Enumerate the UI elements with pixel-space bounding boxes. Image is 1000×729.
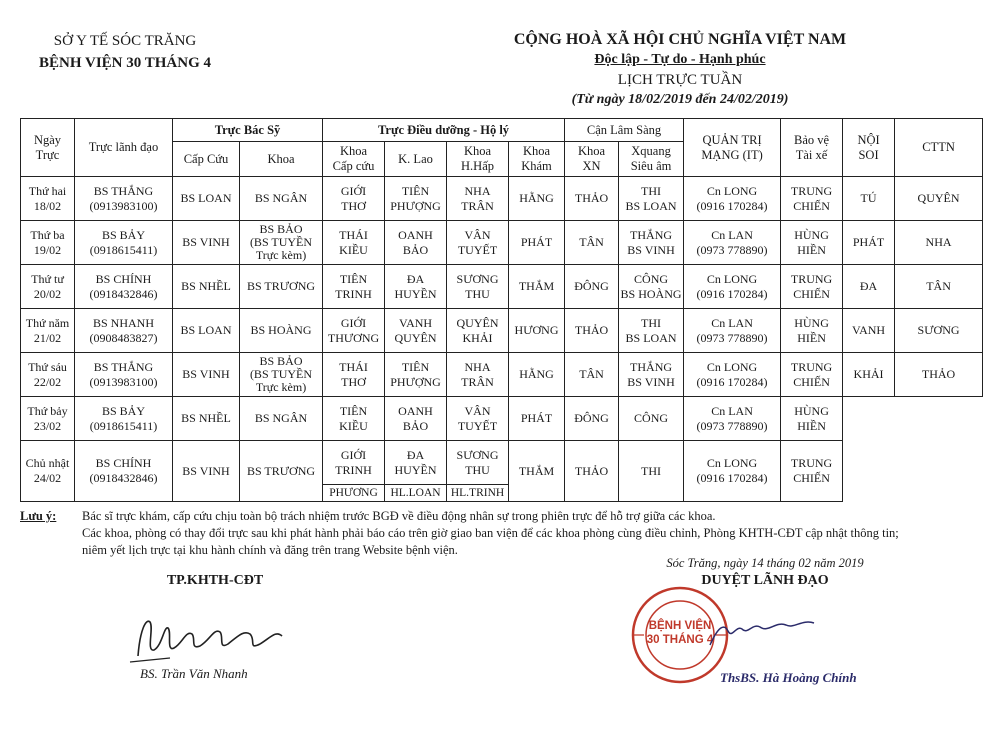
cell-day: Thứ hai 18/02 — [21, 177, 75, 221]
notes-block — [20, 508, 985, 559]
cell-nurse-exam: HẰNG — [509, 353, 565, 397]
document-period: (Từ ngày 18/02/2019 đến 24/02/2019) — [571, 92, 789, 107]
cell-nurse-tb: VANH QUYÊN — [385, 309, 447, 353]
cell-lab: THẢO — [565, 441, 619, 502]
cell-day: Thứ sáu 22/02 — [21, 353, 75, 397]
notes-label: Lưu ý: — [20, 509, 57, 523]
issuer-block — [20, 30, 230, 74]
cell-day: Thứ năm 21/02 — [21, 309, 75, 353]
cell-lab: TÂN — [565, 221, 619, 265]
header-nurse-resp: Khoa H.Hấp — [447, 142, 509, 177]
header-endoscopy: NỘI SOI — [843, 119, 895, 177]
cell-xray: THẮNG BS VINH — [619, 221, 684, 265]
footer-nurse-tb: HL.LOAN — [385, 485, 447, 502]
header-lab: Khoa XN — [565, 142, 619, 177]
cell-security: HÙNG HIỀN — [781, 309, 843, 353]
cell-xray: THẮNG BS VINH — [619, 353, 684, 397]
left-signer-title: TP.KHTH-CĐT — [166, 573, 264, 588]
national-header — [420, 30, 940, 110]
cell-emergency: BS NHỀL — [173, 397, 240, 441]
cell-emergency: BS LOAN — [173, 309, 240, 353]
cell-leader: BS THẮNG (0913983100) — [75, 177, 173, 221]
cell-nurse-resp: VÂN TUYẾT — [447, 397, 509, 441]
issuer-department: SỞ Y TẾ SÓC TRĂNG — [53, 33, 197, 49]
cell-day: Thứ ba 19/02 — [21, 221, 75, 265]
header-nurse-emergency: Khoa Cấp cứu — [323, 142, 385, 177]
table-row — [21, 221, 983, 265]
cell-emergency: BS VINH — [173, 441, 240, 502]
cell-leader: BS CHÍNH (0918432846) — [75, 265, 173, 309]
table-row — [21, 309, 983, 353]
cell-security: HÙNG HIỀN — [781, 397, 843, 441]
cell-lab: THẢO — [565, 177, 619, 221]
cell-leader: BS NHANH (0908483827) — [75, 309, 173, 353]
cell-nurse-resp: VÂN TUYẾT — [447, 221, 509, 265]
cell-department: BS TRƯƠNG — [240, 441, 323, 502]
right-signature-icon — [690, 605, 840, 665]
cell-department: BS TRƯƠNG — [240, 265, 323, 309]
cell-it: Cn LAN (0973 778890) — [684, 309, 781, 353]
cell-emergency: BS LOAN — [173, 177, 240, 221]
note-line-1: Bác sĩ trực khám, cấp cứu chịu toàn bộ trách nhiệm trước BGĐ về điều động nhân sự trong phiên trực để hỗ trợ giữa các khoa. — [82, 509, 716, 523]
cell-day: Thứ bảy 23/02 — [21, 397, 75, 441]
table-row — [21, 397, 983, 441]
cell-it: Cn LONG (0916 170284) — [684, 441, 781, 502]
cell-cttn: THẢO — [895, 353, 983, 397]
header-nurse-exam: Khoa Khám — [509, 142, 565, 177]
cell-nurse-resp: QUYÊN KHẢI — [447, 309, 509, 353]
cell-it: Cn LAN (0973 778890) — [684, 397, 781, 441]
cell-day: Thứ tư 20/02 — [21, 265, 75, 309]
cell-nurse-exam: THẮM — [509, 265, 565, 309]
header-cttn: CTTN — [895, 119, 983, 177]
issuer-hospital: BỆNH VIỆN 30 THÁNG 4 — [39, 55, 211, 71]
cell-nurse-resp: SƯƠNG THU — [447, 441, 509, 485]
header-it: QUẢN TRỊ MẠNG (IT) — [684, 119, 781, 177]
cell-emergency: BS VINH — [173, 353, 240, 397]
cell-cttn: TÂN — [895, 265, 983, 309]
cell-lab: ĐÔNG — [565, 397, 619, 441]
document-title: LỊCH TRỰC TUẦN — [617, 72, 743, 88]
cell-leader: BS BẢY (0918615411) — [75, 221, 173, 265]
header-nurse: Trực Điều dưỡng - Hộ lý — [323, 119, 565, 142]
cell-day: Chủ nhật 24/02 — [21, 441, 75, 502]
header-emergency: Cấp Cứu — [173, 142, 240, 177]
header-xray: Xquang Siêu âm — [619, 142, 684, 177]
cell-nurse-tb: ĐA HUYỀN — [385, 441, 447, 485]
duty-schedule-table — [20, 118, 983, 502]
table-row — [21, 177, 983, 221]
cell-lab: ĐÔNG — [565, 265, 619, 309]
header-leader: Trực lãnh đạo — [75, 119, 173, 177]
cell-cttn: SƯƠNG — [895, 309, 983, 353]
header-doctor: Trực Bác Sỹ — [173, 119, 323, 142]
cell-leader: BS BẢY (0918615411) — [75, 397, 173, 441]
table-row — [21, 441, 983, 485]
cell-security: TRUNG CHIẾN — [781, 441, 843, 502]
cell-cttn: QUYÊN — [895, 177, 983, 221]
cell-endoscopy: TÚ — [843, 177, 895, 221]
cell-nurse-tb: TIÊN PHƯỢNG — [385, 353, 447, 397]
sign-date: Sóc Trăng, ngày 14 tháng 02 năm 2019 — [666, 556, 864, 570]
cell-department: BS BẢO (BS TUYỀN Trực kèm) — [240, 353, 323, 397]
cell-xray: CÔNG — [619, 397, 684, 441]
cell-emergency: BS NHỀL — [173, 265, 240, 309]
left-signature-icon — [110, 600, 310, 670]
cell-endoscopy: KHẢI — [843, 353, 895, 397]
cell-nurse-tb: ĐA HUYỀN — [385, 265, 447, 309]
cell-department: BS NGÂN — [240, 177, 323, 221]
cell-department: BS NGÂN — [240, 397, 323, 441]
note-line-2: Các khoa, phòng có thay đổi trực sau khi phát hành phải báo cáo trên giờ giao ban viện để các khoa phòng cùng điều chỉnh, Phòng KHTH-CĐT cập nhật thông tin; — [82, 526, 899, 540]
cell-endoscopy: VANH — [843, 309, 895, 353]
cell-emergency: BS VINH — [173, 221, 240, 265]
header-day: Ngày Trực — [21, 119, 75, 177]
cell-nurse-exam: HƯƠNG — [509, 309, 565, 353]
cell-lab: THẢO — [565, 309, 619, 353]
cell-department: BS BẢO (BS TUYỀN Trực kèm) — [240, 221, 323, 265]
cell-security: TRUNG CHIẾN — [781, 177, 843, 221]
cell-nurse-exam: PHÁT — [509, 221, 565, 265]
empty-cell — [843, 397, 983, 502]
cell-xray: THI BS LOAN — [619, 309, 684, 353]
national-title: CỘNG HOÀ XÃ HỘI CHỦ NGHĨA VIỆT NAM — [513, 31, 847, 48]
cell-nurse-tb: TIÊN PHƯỢNG — [385, 177, 447, 221]
cell-nurse-tb: OANH BẢO — [385, 221, 447, 265]
header-paraclinic: Cận Lâm Sàng — [565, 119, 684, 142]
cell-nurse-emergency: GIỚI THƠ — [323, 177, 385, 221]
cell-leader: BS THẮNG (0913983100) — [75, 353, 173, 397]
cell-nurse-tb: OANH BẢO — [385, 397, 447, 441]
footer-nurse-resp: HL.TRINH — [447, 485, 509, 502]
cell-xray: THI — [619, 441, 684, 502]
cell-nurse-resp: NHA TRÂN — [447, 177, 509, 221]
table-row — [21, 353, 983, 397]
cell-leader: BS CHÍNH (0918432846) — [75, 441, 173, 502]
cell-it: Cn LAN (0973 778890) — [684, 221, 781, 265]
right-signer-title: DUYỆT LÃNH ĐẠO — [701, 573, 829, 588]
cell-endoscopy: PHÁT — [843, 221, 895, 265]
cell-nurse-emergency: THÁI KIỀU — [323, 221, 385, 265]
cell-it: Cn LONG (0916 170284) — [684, 177, 781, 221]
cell-nurse-resp: NHA TRÂN — [447, 353, 509, 397]
cell-nurse-exam: PHÁT — [509, 397, 565, 441]
cell-it: Cn LONG (0916 170284) — [684, 353, 781, 397]
cell-nurse-emergency: GIỚI THƯƠNG — [323, 309, 385, 353]
cell-security: TRUNG CHIẾN — [781, 353, 843, 397]
stamp-text: BỆNH VIỆN 30 THÁNG 4 — [646, 620, 714, 646]
cell-nurse-emergency: TIÊN TRINH — [323, 265, 385, 309]
cell-xray: CÔNG BS HOÀNG — [619, 265, 684, 309]
cell-nurse-emergency: TIÊN KIỀU — [323, 397, 385, 441]
cell-nurse-emergency: GIỚI TRINH — [323, 441, 385, 485]
cell-endoscopy: ĐA — [843, 265, 895, 309]
header-nurse-tb: K. Lao — [385, 142, 447, 177]
note-line-3: niêm yết lịch trực tại khu hành chính và đăng trên trang Website bệnh viện. — [82, 543, 458, 557]
table-row — [21, 265, 983, 309]
cell-lab: TÂN — [565, 353, 619, 397]
header-department: Khoa — [240, 142, 323, 177]
footer-nurse-emergency: PHƯƠNG — [323, 485, 385, 502]
cell-security: TRUNG CHIẾN — [781, 265, 843, 309]
cell-it: Cn LONG (0916 170284) — [684, 265, 781, 309]
cell-xray: THI BS LOAN — [619, 177, 684, 221]
cell-nurse-exam: HẰNG — [509, 177, 565, 221]
header-security: Bảo vệ Tài xế — [781, 119, 843, 177]
cell-department: BS HOÀNG — [240, 309, 323, 353]
cell-cttn: NHA — [895, 221, 983, 265]
right-signer-name: ThsBS. Hà Hoàng Chính — [720, 670, 857, 685]
cell-nurse-resp: SƯƠNG THU — [447, 265, 509, 309]
cell-security: HÙNG HIỀN — [781, 221, 843, 265]
cell-nurse-exam: THẮM — [509, 441, 565, 502]
national-motto: Độc lập - Tự do - Hạnh phúc — [594, 52, 766, 67]
cell-nurse-emergency: THÁI THƠ — [323, 353, 385, 397]
left-signer-name: BS. Trần Văn Nhanh — [140, 666, 248, 681]
